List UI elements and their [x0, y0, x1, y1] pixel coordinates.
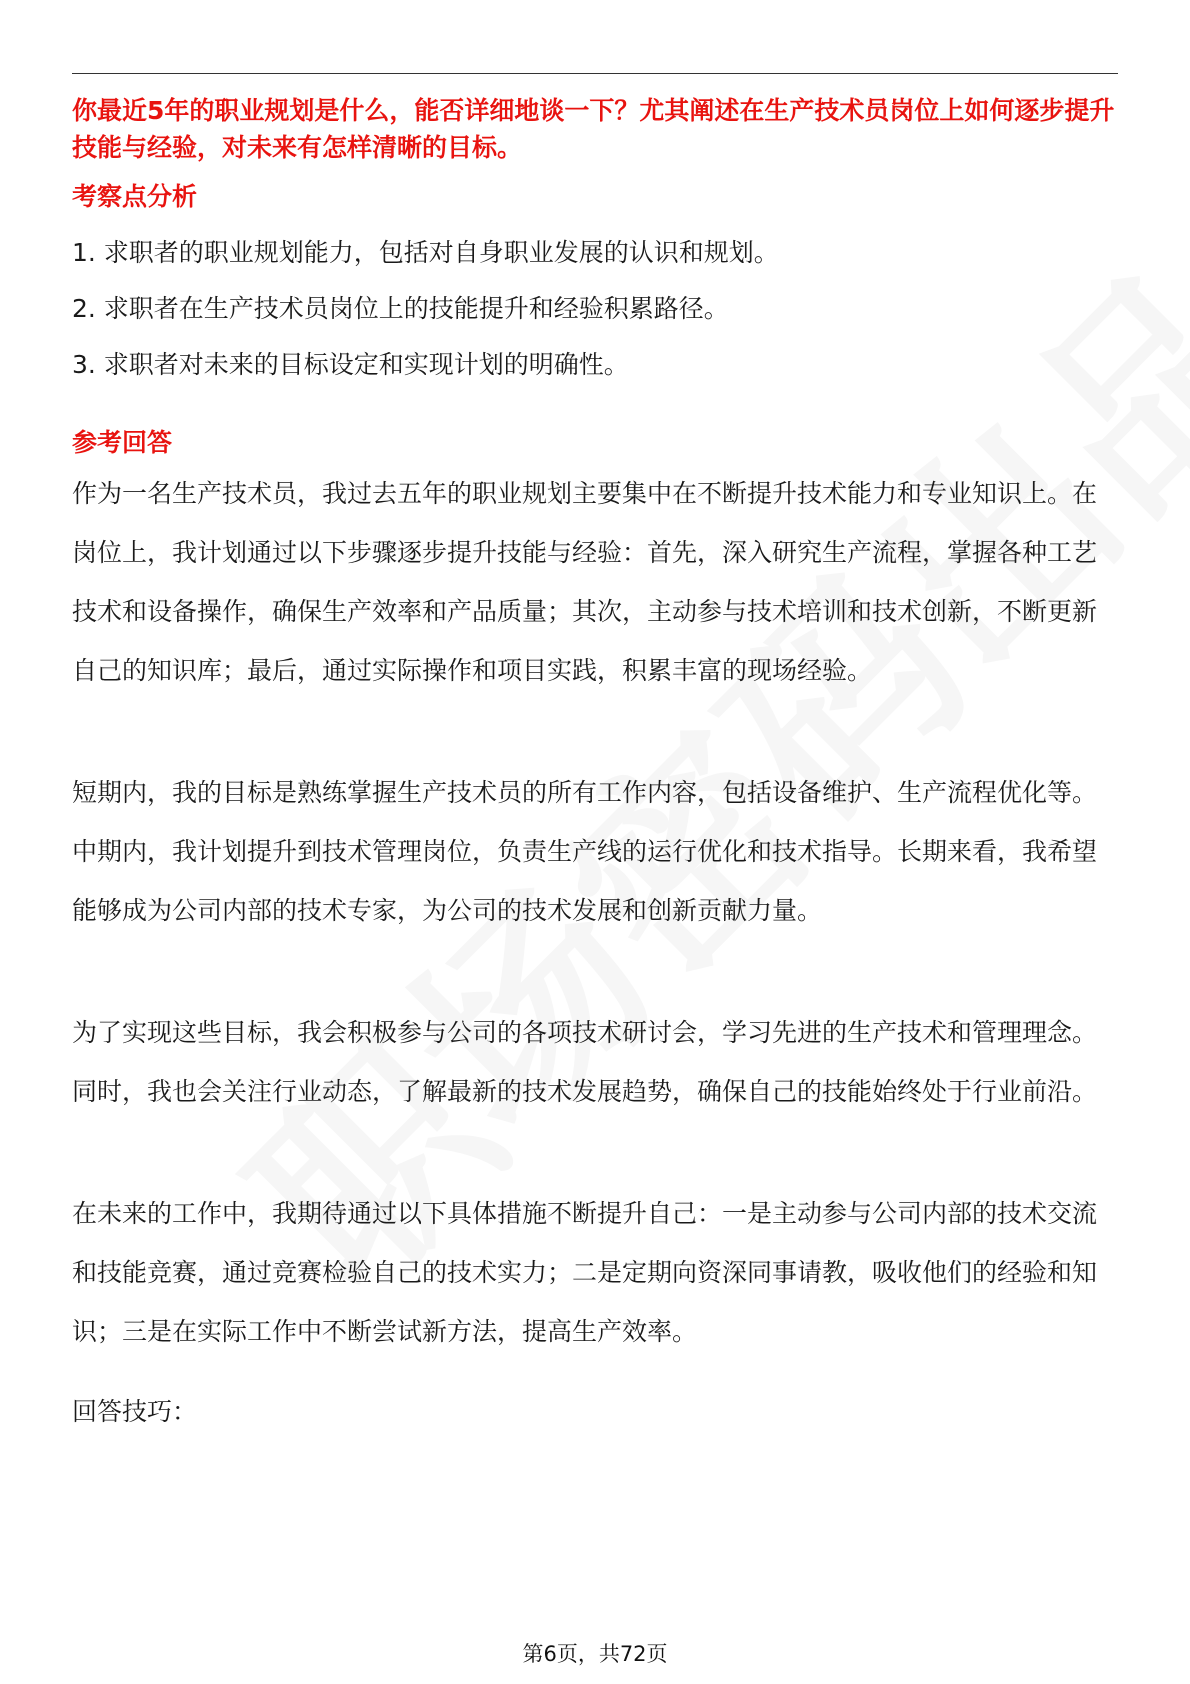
- answer-title: 参考回答: [72, 428, 173, 457]
- page-number: 第6页，共72页: [522, 1642, 668, 1666]
- question-heading: 你最近5年的职业规划是什么，能否详细地谈一下？尤其阐述在生产技术员岗位上如何逐步提升技能与经验，对未来有怎样清晰的目标。: [72, 96, 1115, 162]
- analysis-point: 1. 求职者的职业规划能力，包括对自身职业发展的认识和规划。: [72, 238, 779, 267]
- tips-label: 回答技巧：: [72, 1397, 198, 1426]
- answer-paragraph: 短期内，我的目标是熟练掌握生产技术员的所有工作内容，包括设备维护、生产流程优化等。中期内，我计划提升到技术管理岗位，负责生产线的运行优化和技术指导。长期来看，我希望能够成为公司内部的技术专家，为公司的技术发展和创新贡献力量。: [72, 778, 1098, 925]
- answer-paragraph: 在未来的工作中，我期待通过以下具体措施不断提升自己：一是主动参与公司内部的技术交流和技能竞赛，通过竞赛检验自己的技术实力；二是定期向资深同事请教，吸收他们的经验和知识；三是在实际工作中不断尝试新方法，提高生产效率。: [72, 1199, 1098, 1346]
- header-rule: [72, 73, 1118, 74]
- analysis-point: 3. 求职者对未来的目标设定和实现计划的明确性。: [72, 350, 629, 379]
- page-content: [72, 92, 1118, 1429]
- answer-paragraph: 为了实现这些目标，我会积极参与公司的各项技术研讨会，学习先进的生产技术和管理理念。同时，我也会关注行业动态，了解最新的技术发展趋势，确保自己的技能始终处于行业前沿。: [72, 1018, 1098, 1106]
- analysis-point: 2. 求职者在生产技术员岗位上的技能提升和经验积累路径。: [72, 294, 729, 323]
- answer-paragraph: 作为一名生产技术员，我过去五年的职业规划主要集中在不断提升技术能力和专业知识上。在岗位上，我计划通过以下步骤逐步提升技能与经验：首先，深入研究生产流程，掌握各种工艺技术和设备操作，确保生产效率和产品质量；其次，主动参与技术培训和技术创新，不断更新自己的知识库；最后，通过实际操作和项目实践，积累丰富的现场经验。: [72, 479, 1098, 685]
- analysis-title: 考察点分析: [72, 182, 198, 211]
